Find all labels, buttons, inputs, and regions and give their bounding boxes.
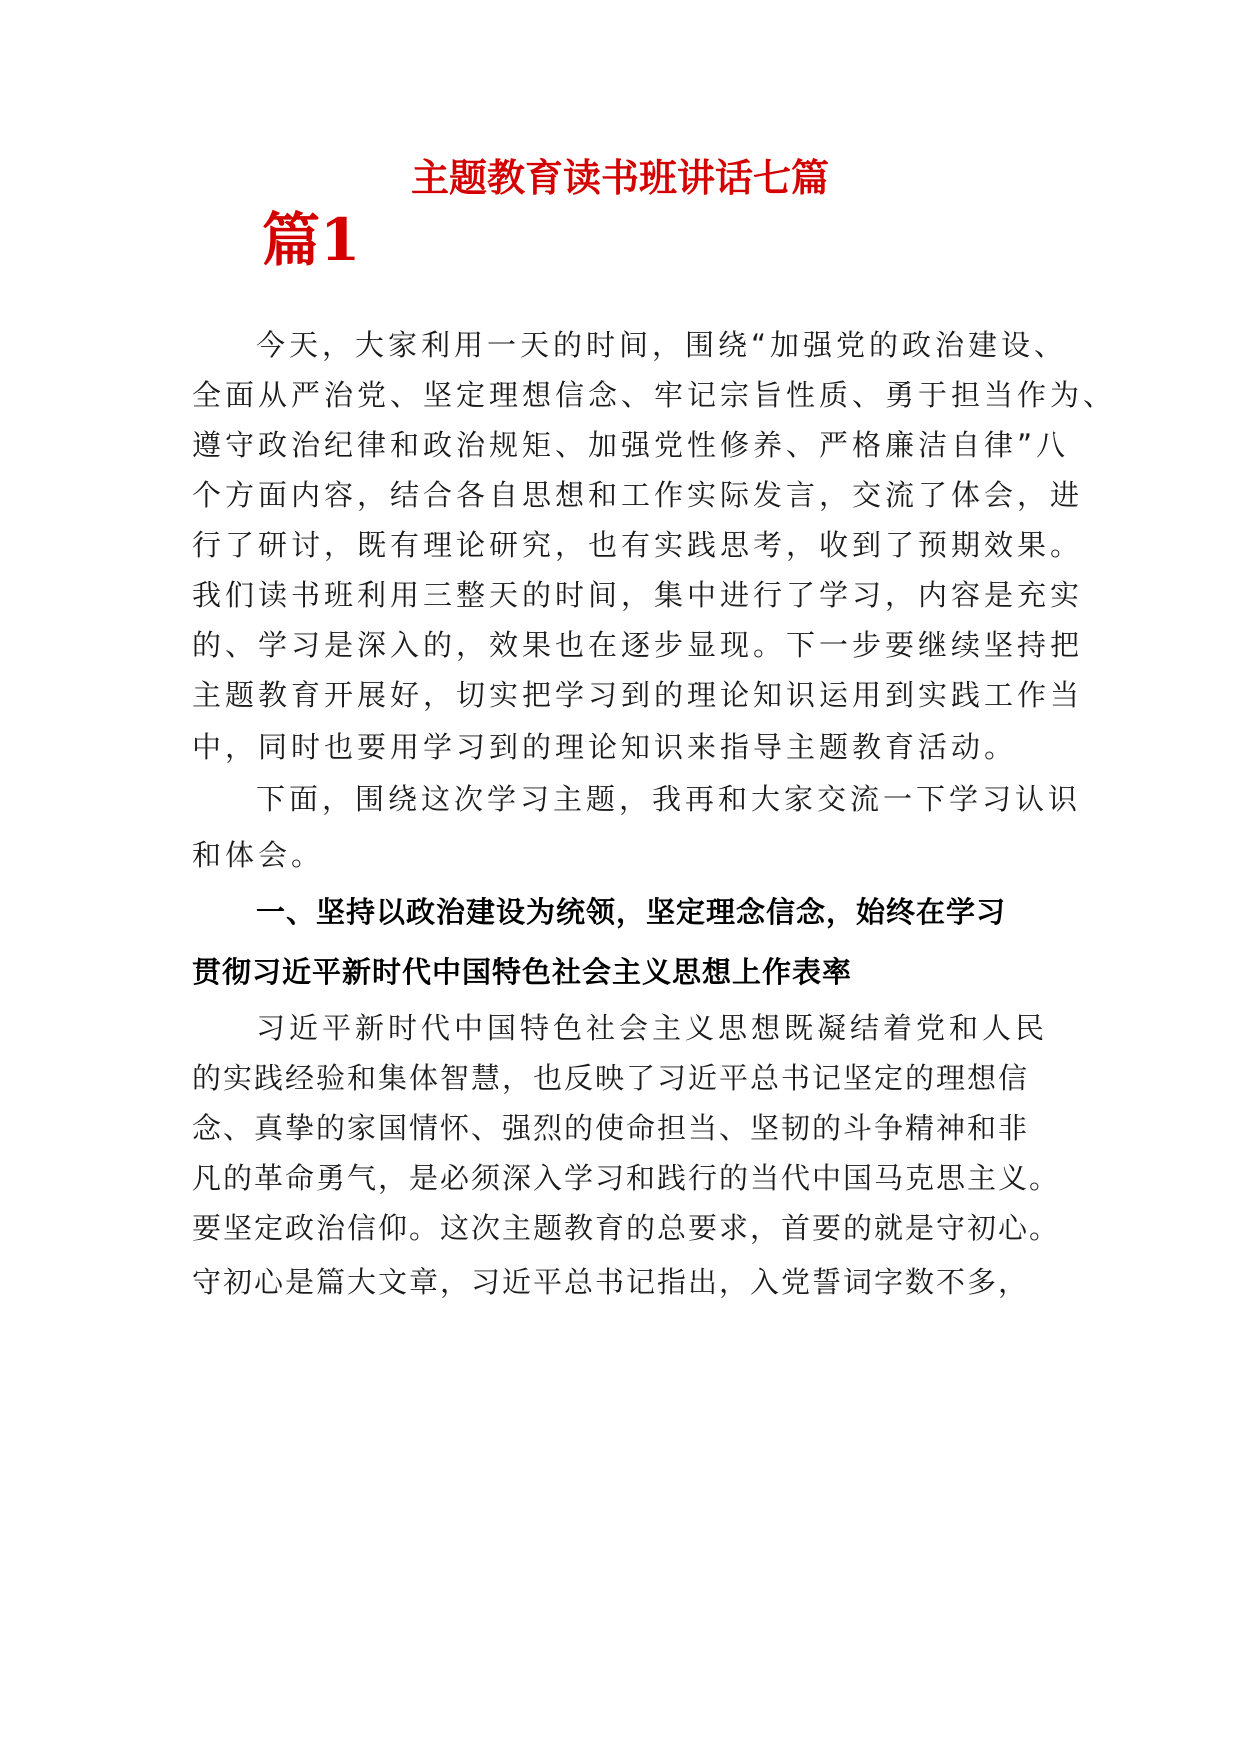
- paragraph-line: 守初心是篇大文章，习近平总书记指出，入党誓词字数不多，: [192, 1265, 1030, 1299]
- paragraph-line: 我们读书班利用三整天的时间，集中进行了学习，内容是充实: [192, 578, 1084, 612]
- section-label: 篇1: [262, 206, 361, 274]
- document-title: 主题教育读书班讲话七篇: [410, 155, 829, 200]
- paragraph-line: 下面，围绕这次学习主题，我再和大家交流一下学习认识: [256, 782, 1082, 816]
- section-heading-line: 贯彻习近平新时代中国特色社会主义思想上作表率: [192, 955, 853, 989]
- paragraph-line: 的、学习是深入的，效果也在逐步显现。下一步要继续坚持把: [192, 628, 1084, 662]
- section-heading-line: 一、坚持以政治建设为统领，坚定理念信念，始终在学习: [256, 895, 1007, 929]
- paragraph-line: 个方面内容，结合各自思想和工作实际发言，交流了体会，进: [192, 478, 1084, 512]
- paragraph-line: 和体会。: [192, 838, 325, 872]
- paragraph-line: 今天，大家利用一天的时间，围绕“加强党的政治建设、: [256, 328, 1068, 362]
- paragraph-line: 主题教育开展好，切实把学习到的理论知识运用到实践工作当: [192, 678, 1084, 712]
- paragraph-line: 要坚定政治信仰。这次主题教育的总要求，首要的就是守初心。: [192, 1211, 1061, 1245]
- paragraph-line: 的实践经验和集体智慧，也反映了习近平总书记坚定的理想信: [192, 1061, 1030, 1095]
- paragraph-line: 凡的革命勇气，是必须深入学习和践行的当代中国马克思主义。: [192, 1161, 1061, 1195]
- paragraph-line: 遵守政治纪律和政治规矩、加强党性修养、严格廉洁自律”八: [192, 428, 1070, 462]
- paragraph-line: 全面从严治党、坚定理想信念、牢记宗旨性质、勇于担当作为、: [192, 378, 1117, 412]
- paragraph-line: 行了研讨，既有理论研究，也有实践思考，收到了预期效果。: [192, 528, 1084, 562]
- paragraph-line: 中，同时也要用学习到的理论知识来指导主题教育活动。: [192, 730, 1018, 764]
- paragraph-line: 习近平新时代中国特色社会主义思想既凝结着党和人民: [256, 1011, 1049, 1045]
- paragraph-line: 念、真挚的家国情怀、强烈的使命担当、坚韧的斗争精神和非: [192, 1111, 1030, 1145]
